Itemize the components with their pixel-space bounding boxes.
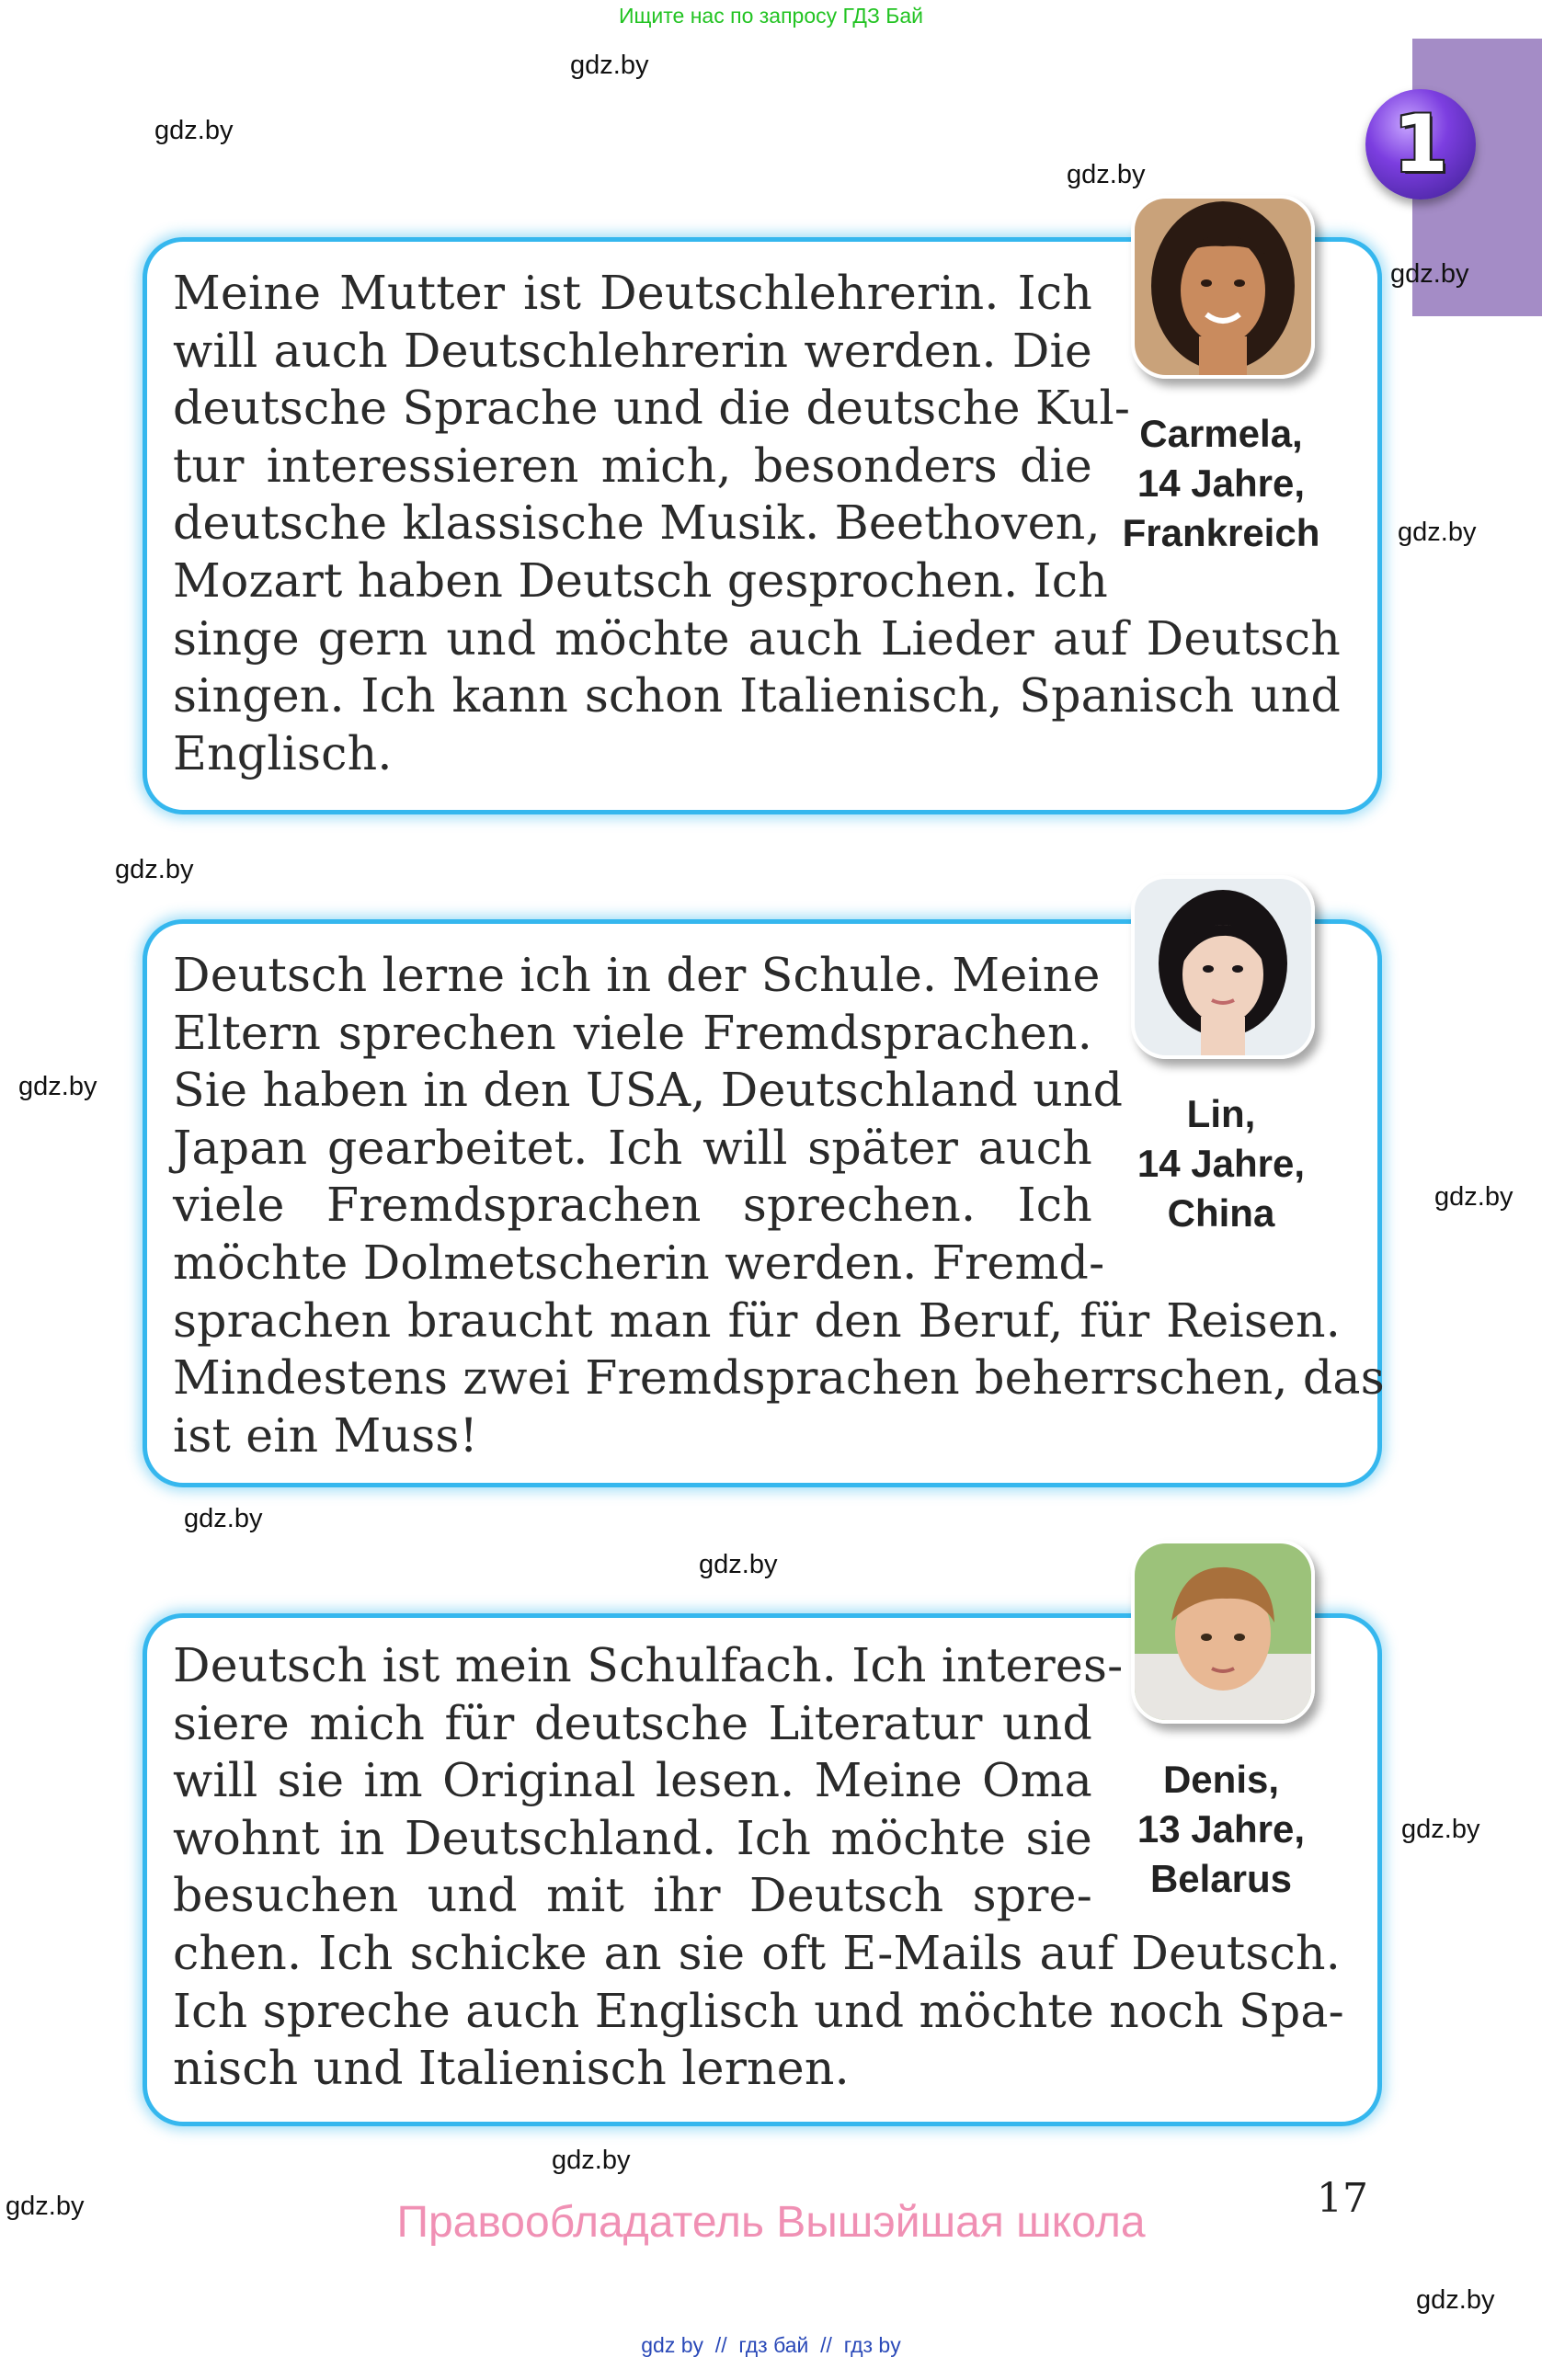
text-line: ist ein Muss!	[173, 1407, 478, 1463]
caption-name: Carmela,	[1139, 412, 1303, 455]
text-line: Eltern sprechen viele Fremdsprachen.	[173, 1005, 1092, 1060]
watermark: gdz.by	[1067, 160, 1146, 189]
chapter-number-badge	[1365, 89, 1476, 199]
caption-country: China	[1167, 1191, 1275, 1235]
top-search-note: Ищите нас по запросу ГДЗ Бай	[618, 4, 924, 28]
text-line: Japan gearbeitet. Ich will später auch	[173, 1120, 1092, 1175]
watermark: gdz.by	[699, 1550, 778, 1579]
text-line: wohnt in Deutschland. Ich möchte sie	[173, 1810, 1092, 1865]
watermark: gdz.by	[570, 51, 649, 80]
watermark: gdz.by	[1416, 2285, 1495, 2315]
caption-name: Lin,	[1186, 1092, 1256, 1135]
card-text-carmela	[173, 265, 1341, 782]
watermark: gdz.by	[115, 855, 194, 884]
card-text-denis	[173, 1637, 1344, 2098]
text-line: viele Fremdsprachen sprechen. Ich	[173, 1178, 1092, 1233]
text-line: deutsche Sprache und die deutsche Kul-	[173, 381, 1131, 436]
text-line: Deutsch ist mein Schulfach. Ich interes-	[173, 1638, 1124, 1692]
text-line: möchte Dolmetscherin werden. Fremd-	[173, 1235, 1105, 1290]
card-text-lin	[173, 947, 1385, 1464]
caption-age: 14 Jahre,	[1137, 1142, 1306, 1185]
watermark: gdz.by	[184, 1504, 263, 1533]
watermark: gdz.by	[1401, 1815, 1480, 1844]
text-line: Englisch.	[173, 725, 393, 780]
text-line: tur interessieren mich, besonders die	[173, 438, 1092, 493]
caption-country: Frankreich	[1122, 511, 1320, 554]
text-line: will auch Deutschlehrerin werden. Die	[173, 323, 1092, 378]
caption-name: Denis,	[1162, 1758, 1280, 1801]
text-line: Meine Mutter ist Deutschlehrerin. Ich	[173, 266, 1092, 320]
text-line: Mindestens zwei Fremdsprachen beherrschen, das	[173, 1350, 1385, 1406]
watermark: gdz.by	[154, 116, 234, 145]
text-line: sprachen braucht man für den Beruf, für Reisen.	[173, 1292, 1341, 1348]
text-line: singe gern und möchte auch Lieder auf Deutsch	[173, 610, 1341, 666]
caption-age: 13 Jahre,	[1137, 1807, 1306, 1850]
text-line: singen. Ich kann schon Italienisch, Spanisch und	[173, 668, 1341, 723]
text-line: chen. Ich schicke an sie oft E-Mails auf Deutsch.	[173, 1925, 1341, 1980]
page-number: 17	[1317, 2175, 1368, 2222]
watermark: gdz.by	[1398, 518, 1477, 547]
text-line: siere mich für deutsche Literatur und	[173, 1695, 1092, 1750]
watermark: gdz.by	[6, 2192, 85, 2221]
text-line: will sie im Original lesen. Meine Oma	[173, 1753, 1092, 1808]
text-line: deutsche klassische Musik. Beethoven,	[173, 495, 1101, 551]
caption-country: Belarus	[1149, 1857, 1293, 1900]
caption-age: 14 Jahre,	[1137, 461, 1306, 505]
text-line: nisch und Italienisch lernen.	[173, 2041, 850, 2096]
text-line: Ich spreche auch Englisch und möchte noch Spa-	[173, 1983, 1344, 2038]
rights-holder: Правообладатель Вышэйшая школа	[396, 2198, 1146, 2247]
chapter-number: 1	[1393, 98, 1448, 190]
text-line: Sie haben in den USA, Deutschland und	[173, 1063, 1124, 1118]
footer-links[interactable]: gdz by // гдз бай // гдз by	[641, 2333, 901, 2357]
text-line: besuchen und mit ihr Deutsch spre-	[173, 1868, 1092, 1923]
watermark: gdz.by	[1434, 1182, 1513, 1212]
text-line: Deutsch lerne ich in der Schule. Meine	[173, 948, 1101, 1002]
text-line: Mozart haben Deutsch gesprochen. Ich	[173, 552, 1108, 608]
watermark: gdz.by	[18, 1072, 97, 1101]
watermark: gdz.by	[552, 2146, 631, 2175]
watermark: gdz.by	[1390, 259, 1469, 289]
